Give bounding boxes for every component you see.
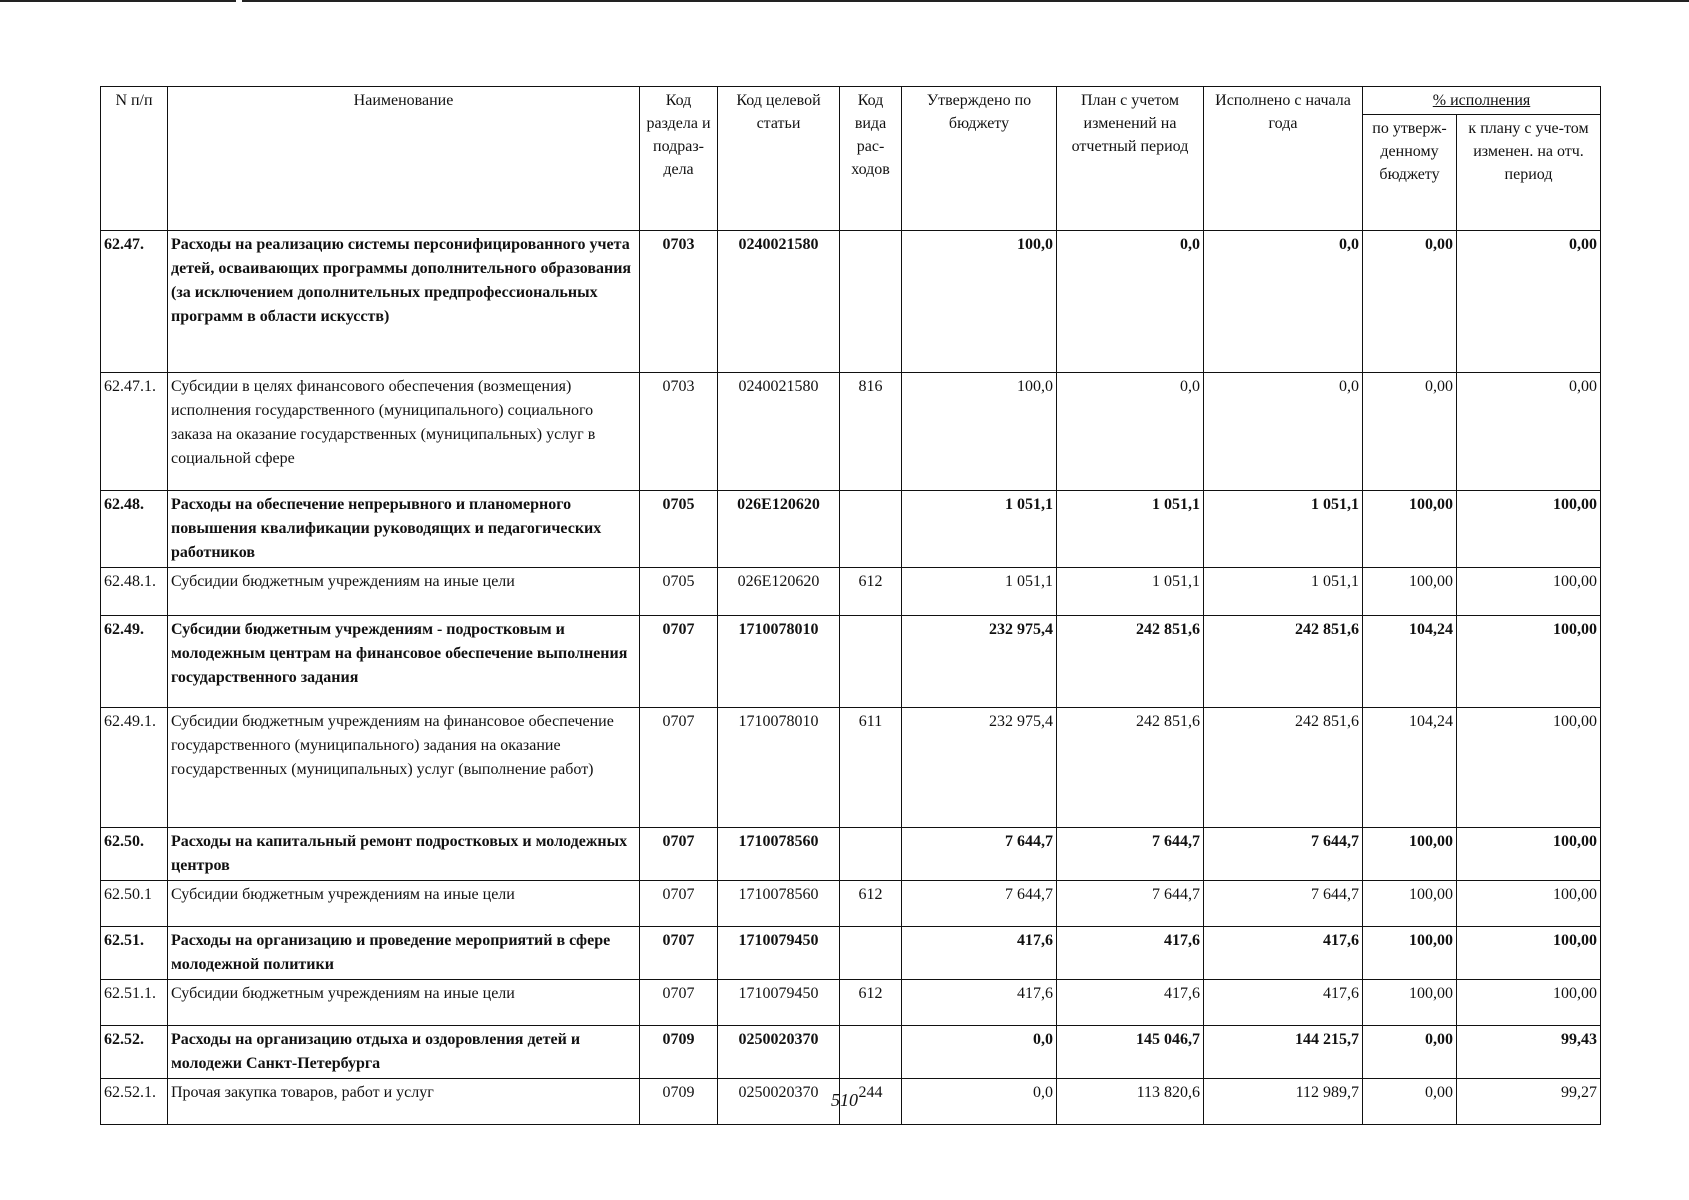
row-name: Расходы на реализацию системы персонифицированного учета детей, осваивающих программы дополнительного образования (за исключением дополнительных предпрофессиональных программ в области искусств) [168, 231, 640, 373]
row-approved: 7 644,7 [902, 881, 1057, 927]
header-target-code: Код целевой статьи [718, 87, 840, 231]
row-expense-code [840, 616, 902, 708]
row-pct-budget: 104,24 [1363, 616, 1457, 708]
row-section-code: 0703 [640, 373, 718, 491]
row-name: Расходы на организацию и проведение мероприятий в сфере молодежной политики [168, 927, 640, 980]
row-pct-plan: 0,00 [1457, 231, 1601, 373]
row-executed: 144 215,7 [1204, 1026, 1363, 1079]
row-section-code: 0707 [640, 828, 718, 881]
row-executed: 242 851,6 [1204, 616, 1363, 708]
row-section-code: 0705 [640, 568, 718, 616]
row-pct-budget: 0,00 [1363, 1026, 1457, 1079]
row-expense-code [840, 491, 902, 568]
row-expense-code: 816 [840, 373, 902, 491]
table-body [101, 231, 1601, 1125]
row-pct-budget: 0,00 [1363, 1079, 1457, 1125]
row-number: 62.49. [101, 616, 168, 708]
row-executed: 0,0 [1204, 231, 1363, 373]
row-name: Субсидии бюджетным учреждениям на иные цели [168, 881, 640, 927]
row-executed: 417,6 [1204, 980, 1363, 1026]
row-pct-plan: 100,00 [1457, 881, 1601, 927]
row-expense-code: 611 [840, 708, 902, 828]
row-pct-budget: 104,24 [1363, 708, 1457, 828]
row-target-code: 1710078010 [718, 616, 840, 708]
row-approved: 0,0 [902, 1026, 1057, 1079]
row-plan: 242 851,6 [1057, 616, 1204, 708]
row-number: 62.48. [101, 491, 168, 568]
row-number: 62.52. [101, 1026, 168, 1079]
row-pct-plan: 0,00 [1457, 373, 1601, 491]
table-row [101, 980, 1601, 1026]
table-row [101, 881, 1601, 927]
header-pct-budget: по утверж-денному бюджету [1363, 115, 1457, 231]
row-executed: 1 051,1 [1204, 568, 1363, 616]
row-name: Расходы на организацию отдыха и оздоровления детей и молодежи Санкт-Петербурга [168, 1026, 640, 1079]
table-row [101, 491, 1601, 568]
row-section-code: 0707 [640, 881, 718, 927]
table-row [101, 927, 1601, 980]
row-pct-budget: 100,00 [1363, 980, 1457, 1026]
row-plan: 7 644,7 [1057, 881, 1204, 927]
table-row [101, 616, 1601, 708]
row-executed: 112 989,7 [1204, 1079, 1363, 1125]
row-pct-plan: 99,43 [1457, 1026, 1601, 1079]
row-number: 62.52.1. [101, 1079, 168, 1125]
row-pct-budget: 100,00 [1363, 491, 1457, 568]
row-pct-budget: 100,00 [1363, 828, 1457, 881]
row-target-code: 026E120620 [718, 491, 840, 568]
row-plan: 0,0 [1057, 231, 1204, 373]
row-executed: 7 644,7 [1204, 881, 1363, 927]
header-section-code: Код раздела и подраз-дела [640, 87, 718, 231]
table-row [101, 231, 1601, 373]
row-expense-code [840, 927, 902, 980]
header-pct-group: % исполнения [1363, 87, 1601, 115]
row-name: Субсидии бюджетным учреждениям - подростковым и молодежным центрам на финансовое обеспечение выполнения государственного задания [168, 616, 640, 708]
table-row [101, 708, 1601, 828]
table-row [101, 568, 1601, 616]
row-target-code: 0250020370 [718, 1079, 840, 1125]
row-target-code: 0250020370 [718, 1026, 840, 1079]
row-number: 62.48.1. [101, 568, 168, 616]
row-section-code: 0707 [640, 927, 718, 980]
row-plan: 113 820,6 [1057, 1079, 1204, 1125]
header-executed: Исполнено с начала года [1204, 87, 1363, 231]
row-pct-budget: 100,00 [1363, 568, 1457, 616]
table-row [101, 828, 1601, 881]
row-target-code: 1710078560 [718, 881, 840, 927]
header-expense-code: Код вида рас-ходов [840, 87, 902, 231]
header-plan: План с учетом изменений на отчетный период [1057, 87, 1204, 231]
row-approved: 100,0 [902, 373, 1057, 491]
row-expense-code [840, 828, 902, 881]
row-section-code: 0707 [640, 616, 718, 708]
row-number: 62.51. [101, 927, 168, 980]
row-target-code: 1710078560 [718, 828, 840, 881]
row-section-code: 0709 [640, 1079, 718, 1125]
row-pct-budget: 0,00 [1363, 231, 1457, 373]
budget-execution-table [100, 86, 1601, 1125]
row-executed: 0,0 [1204, 373, 1363, 491]
row-approved: 417,6 [902, 927, 1057, 980]
row-pct-plan: 100,00 [1457, 980, 1601, 1026]
header-name: Наименование [168, 87, 640, 231]
row-name: Субсидии бюджетным учреждениям на иные цели [168, 568, 640, 616]
header-approved: Утверждено по бюджету [902, 87, 1057, 231]
page-number: 510 [831, 1090, 858, 1110]
row-plan: 145 046,7 [1057, 1026, 1204, 1079]
row-plan: 417,6 [1057, 927, 1204, 980]
row-pct-plan: 100,00 [1457, 708, 1601, 828]
row-number: 62.50.1 [101, 881, 168, 927]
row-expense-code [840, 231, 902, 373]
row-section-code: 0707 [640, 708, 718, 828]
row-name: Прочая закупка товаров, работ и услуг [168, 1079, 640, 1125]
row-approved: 232 975,4 [902, 616, 1057, 708]
row-plan: 7 644,7 [1057, 828, 1204, 881]
row-pct-budget: 100,00 [1363, 927, 1457, 980]
row-expense-code: 612 [840, 980, 902, 1026]
row-approved: 100,0 [902, 231, 1057, 373]
row-number: 62.50. [101, 828, 168, 881]
row-number: 62.47. [101, 231, 168, 373]
table-row [101, 373, 1601, 491]
row-name: Субсидии в целях финансового обеспечения (возмещения) исполнения государственного (муниципального) социального заказа на оказание государственных (муниципальных) услуг в социальной сфере [168, 373, 640, 491]
row-pct-plan: 100,00 [1457, 491, 1601, 568]
row-name: Субсидии бюджетным учреждениям на финансовое обеспечение государственного (муниципального) задания на оказание государственных (муниципальных) услуг (выполнение работ) [168, 708, 640, 828]
row-approved: 1 051,1 [902, 491, 1057, 568]
row-name: Расходы на обеспечение непрерывного и планомерного повышения квалификации руководящих и педагогических работников [168, 491, 640, 568]
row-plan: 1 051,1 [1057, 491, 1204, 568]
row-pct-plan: 100,00 [1457, 616, 1601, 708]
row-plan: 0,0 [1057, 373, 1204, 491]
row-pct-budget: 100,00 [1363, 881, 1457, 927]
row-pct-plan: 99,27 [1457, 1079, 1601, 1125]
row-target-code: 0240021580 [718, 231, 840, 373]
header-num: N п/п [101, 87, 168, 231]
row-pct-plan: 100,00 [1457, 927, 1601, 980]
row-section-code: 0707 [640, 980, 718, 1026]
row-approved: 7 644,7 [902, 828, 1057, 881]
row-number: 62.51.1. [101, 980, 168, 1026]
row-expense-code: 244 [840, 1079, 902, 1125]
row-target-code: 026E120620 [718, 568, 840, 616]
row-section-code: 0709 [640, 1026, 718, 1079]
row-target-code: 0240021580 [718, 373, 840, 491]
row-approved: 417,6 [902, 980, 1057, 1026]
row-plan: 417,6 [1057, 980, 1204, 1026]
row-name: Расходы на капитальный ремонт подростковых и молодежных центров [168, 828, 640, 881]
row-executed: 242 851,6 [1204, 708, 1363, 828]
table-header-row [101, 87, 1601, 115]
row-pct-plan: 100,00 [1457, 828, 1601, 881]
row-approved: 232 975,4 [902, 708, 1057, 828]
row-expense-code: 612 [840, 568, 902, 616]
row-number: 62.49.1. [101, 708, 168, 828]
row-pct-budget: 0,00 [1363, 373, 1457, 491]
row-target-code: 1710078010 [718, 708, 840, 828]
row-plan: 1 051,1 [1057, 568, 1204, 616]
row-expense-code: 612 [840, 881, 902, 927]
top-border-line [0, 0, 1689, 2]
top-border-gap [236, 0, 242, 3]
table-row [101, 1026, 1601, 1079]
row-executed: 417,6 [1204, 927, 1363, 980]
row-section-code: 0705 [640, 491, 718, 568]
row-approved: 0,0 [902, 1079, 1057, 1125]
row-plan: 242 851,6 [1057, 708, 1204, 828]
row-name: Субсидии бюджетным учреждениям на иные цели [168, 980, 640, 1026]
header-pct-plan: к плану с уче-том изменен. на отч. период [1457, 115, 1601, 231]
row-number: 62.47.1. [101, 373, 168, 491]
row-target-code: 1710079450 [718, 927, 840, 980]
row-section-code: 0703 [640, 231, 718, 373]
row-pct-plan: 100,00 [1457, 568, 1601, 616]
row-executed: 7 644,7 [1204, 828, 1363, 881]
row-target-code: 1710079450 [718, 980, 840, 1026]
row-approved: 1 051,1 [902, 568, 1057, 616]
row-expense-code [840, 1026, 902, 1079]
row-executed: 1 051,1 [1204, 491, 1363, 568]
